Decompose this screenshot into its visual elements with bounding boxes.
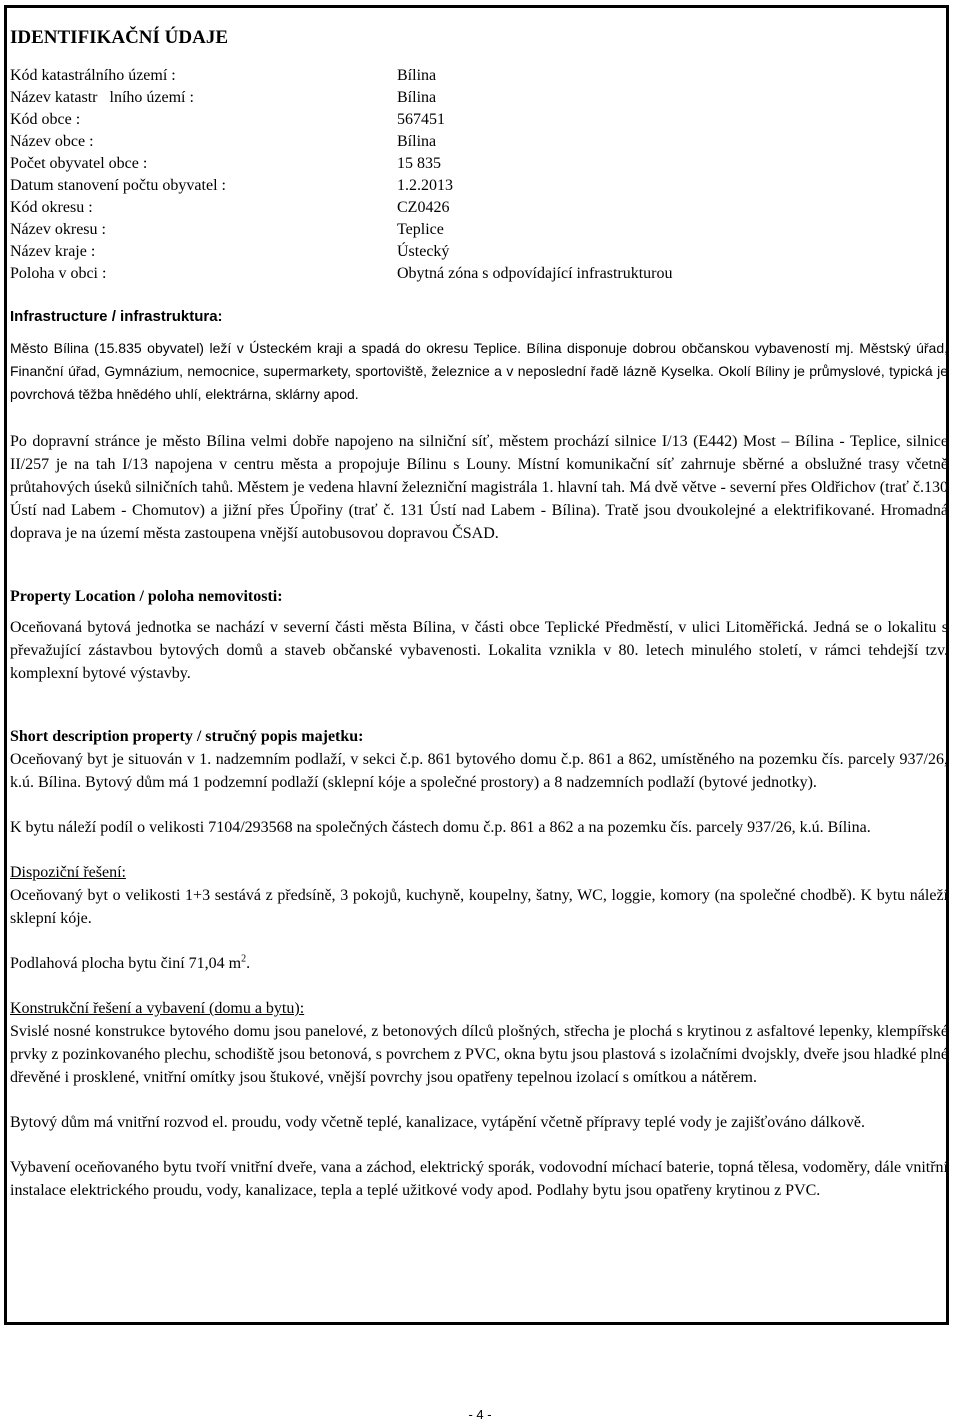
layout-heading: Dispoziční řešení: — [10, 864, 126, 881]
ident-value: CZ0426 — [397, 199, 450, 216]
ident-label: Datum stanovení počtu obyvatel : — [10, 177, 226, 194]
location-paragraph: Oceňovaná bytová jednotka se nachází v severní části města Bílina, v části obce Teplické Předměstí, v ulici Litoměřická. Jedná se o lokalitu s převažující zástavbou bytových domů a staveb občanské vybavenosti. Lokalita vznikla v 80. letech minulého století, v rámci tehdejší tzv. komplexní bytové výstavby. — [10, 619, 948, 682]
ident-row — [10, 197, 948, 219]
ident-value: 15 835 — [397, 155, 441, 172]
ident-value: Teplice — [397, 221, 444, 238]
floor-area-text: Podlahová plocha bytu činí 71,04 m — [10, 955, 242, 972]
floor-area — [10, 952, 948, 975]
utilities-paragraph: Bytový dům má vnitřní rozvod el. proudu, vody včetně teplé, kanalizace, vytápění včetně přípravy teplé vody je zajišťováno dálkově. — [10, 1114, 866, 1131]
floor-area-superscript: 2 — [241, 953, 247, 965]
ident-label: Počet obyvatel obce : — [10, 155, 148, 172]
infrastructure-paragraph: Město Bílina (15.835 obyvatel) leží v Ústeckém kraji a spadá do okresu Teplice. Bílina disponuje dobrou občanskou vybaveností mj. Městský úřad, Finanční úřad, Gymnázium, nemocnice, supermarkety, sportoviště, železnice a v neposlední řadě lázně Kyselka. Okolí Bíliny je průmyslové, typická je povrchová těžba hnědého uhlí, elektrárna, sklárny apod. — [10, 340, 948, 402]
construction-paragraph: Svislé nosné konstrukce bytového domu jsou panelové, z betonových dílců plošných, střecha je plochá s krytinou z asfaltové lepenky, klempířské prvky z pozinkovaného plechu, schodiště jsou betonová, s povrchem z PVC, okna bytu jsou plastová s izolačními dvojskly, dveře jsou hladké plné dřevěné i prosklené, vnitřní omítky jsou štukové, vnější povrchy jsou opatřeny tepelnou izolací s omítkou a nátěrem. — [10, 1023, 948, 1086]
ident-row — [10, 241, 948, 263]
ident-row — [10, 219, 948, 241]
ident-label: Název katastr lního území : — [10, 89, 194, 106]
description-paragraph-2: K bytu náleží podíl o velikosti 7104/293568 na společných částech domu č.p. 861 a 862 a na pozemku čís. parcely 937/26, k.ú. Bílina. — [10, 819, 871, 836]
equipment-paragraph: Vybavení oceňovaného bytu tvoří vnitřní dveře, vana a záchod, elektrický sporák, vodovodní míchací baterie, topná tělesa, vodoměry, dále vnitřní instalace elektrického proudu, vody, kanalizace, tepla a teplé užitkové vody apod. Podlahy bytu jsou opatřeny krytinou z PVC. — [10, 1159, 948, 1199]
ident-value: Bílina — [397, 89, 437, 106]
identification-table — [10, 65, 948, 285]
location-heading: Property Location / poloha nemovitosti: — [10, 588, 283, 605]
ident-row — [10, 153, 948, 175]
ident-value: Ústecký — [397, 243, 450, 260]
floor-area-end: . — [246, 955, 251, 972]
ident-row — [10, 109, 948, 131]
ident-value: Bílina — [397, 67, 437, 84]
ident-label: Kód okresu : — [10, 199, 93, 216]
ident-value: 1.2.2013 — [397, 177, 453, 194]
ident-row — [10, 87, 948, 109]
construction-heading: Konstrukční řešení a vybavení (domu a bytu): — [10, 1000, 305, 1017]
layout-paragraph: Oceňovaný byt o velikosti 1+3 sestává z předsíně, 3 pokojů, kuchyně, koupelny, šatny, WC, loggie, komory (na společné chodbě). K bytu náleží sklepní kóje. — [10, 887, 948, 927]
transport-paragraph: Po dopravní stránce je město Bílina velmi dobře napojeno na silniční síť, městem prochází silnice I/13 (E442) Most – Bílina - Teplice, silnice II/257 je na tah I/13 napojena v centru města a propojuje Bílinu s Louny. Místní komunikační síť zahrnuje sběrné a obslužné trasy včetně průtahových úseků silničních tahů. Městem je vedena hlavní železniční magistrála 1. hlavní tah. Má dvě větve - severní přes Oldřichov (trať č.130 Ústí nad Labem - Chomutov) a jižní přes Úpořiny (trať č. 131 Ústí nad Labem - Bílina). Tratě jsou dvoukolejné a elektrifikované. Hromadná doprava je na území města zastoupena vnější autobusovou dopravou ČSAD. — [10, 433, 948, 542]
ident-value: 567451 — [397, 111, 445, 128]
ident-row — [10, 65, 948, 87]
document-body — [10, 27, 948, 1202]
ident-value: Obytná zóna s odpovídající infrastrukturou — [397, 265, 673, 282]
ident-label: Název okresu : — [10, 221, 106, 238]
ident-label: Poloha v obci : — [10, 265, 107, 282]
ident-label: Název obce : — [10, 133, 94, 150]
ident-row — [10, 131, 948, 153]
page-number: - 4 - — [468, 1407, 492, 1422]
ident-label: Kód obce : — [10, 111, 81, 128]
infrastructure-heading: Infrastructure / infrastruktura: — [10, 308, 223, 325]
description-heading: Short description property / stručný popis majetku: — [10, 728, 364, 745]
page-title: IDENTIFIKAČNÍ ÚDAJE — [10, 27, 228, 48]
ident-row — [10, 263, 948, 285]
ident-row — [10, 175, 948, 197]
description-paragraph-1: Oceňovaný byt je situován v 1. nadzemním podlaží, v sekci č.p. 861 bytového domu č.p. 861 a 862, umístěného na pozemku čís. parcely 937/26, k.ú. Bílina. Bytový dům má 1 podzemní podlaží (sklepní kóje a společné prostory) a 8 nadzemních podlaží (bytové jednotky). — [10, 751, 948, 791]
ident-value: Bílina — [397, 133, 437, 150]
ident-label: Kód katastrálního území : — [10, 67, 176, 84]
ident-label: Název kraje : — [10, 243, 96, 260]
